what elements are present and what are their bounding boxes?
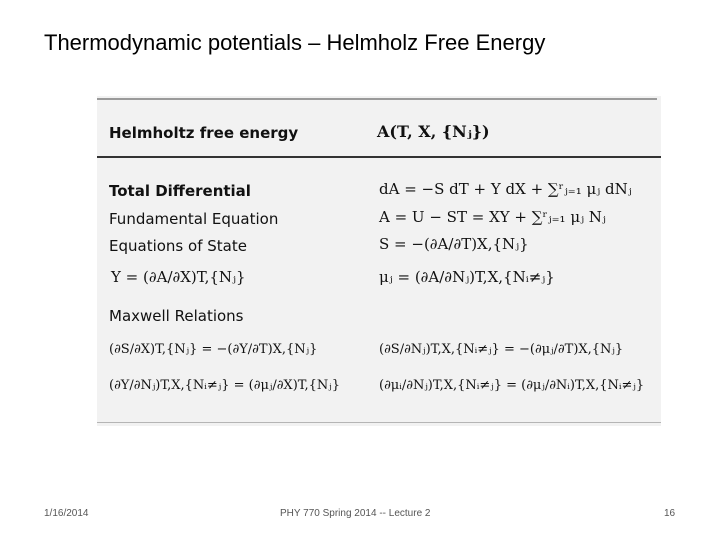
row-label-total-differential: Total Differential	[109, 182, 251, 200]
top-rule	[97, 98, 657, 100]
maxwell-relations-label: Maxwell Relations	[109, 307, 244, 325]
footer-date: 1/16/2014	[44, 508, 89, 519]
row-expr-equation-mu: μⱼ = (∂A/∂Nⱼ)T,X,{Nᵢ≠ⱼ}	[379, 268, 555, 286]
footer-course: PHY 770 Spring 2014 -- Lecture 2	[280, 508, 431, 519]
table-header-label: Helmholtz free energy	[109, 124, 299, 142]
row-label-equations-of-state: Equations of State	[109, 237, 247, 255]
row-expr-equations-of-state: S = −(∂A/∂T)X,{Nⱼ}	[379, 235, 529, 253]
maxwell-left-1: (∂S/∂X)T,{Nⱼ} = −(∂Y/∂T)X,{Nⱼ}	[109, 342, 318, 357]
row-label-equation-y: Y = (∂A/∂X)T,{Nⱼ}	[111, 268, 246, 286]
bottom-rule	[97, 422, 661, 423]
maxwell-right-1: (∂S/∂Nⱼ)T,X,{Nᵢ≠ⱼ} = −(∂μⱼ/∂T)X,{Nⱼ}	[379, 342, 624, 357]
row-label-fundamental-equation: Fundamental Equation	[109, 210, 279, 228]
row-expr-fundamental-equation: A = U − ST = XY + ∑ʳⱼ₌₁ μⱼ Nⱼ	[379, 208, 606, 226]
slide-title: Thermodynamic potentials – Helmholz Free Energy	[44, 30, 546, 55]
header-rule	[97, 156, 661, 158]
row-expr-total-differential: dA = −S dT + Y dX + ∑ʳⱼ₌₁ μⱼ dNⱼ	[379, 180, 632, 198]
footer-page-number: 16	[664, 508, 676, 519]
maxwell-right-2: (∂μᵢ/∂Nⱼ)T,X,{Nᵢ≠ⱼ} = (∂μⱼ/∂Nᵢ)T,X,{Nᵢ≠ⱼ}	[379, 378, 645, 393]
table-header-expr: A(T, X, {Nⱼ})	[377, 122, 490, 141]
equation-table-image	[97, 96, 661, 426]
maxwell-left-2: (∂Y/∂Nⱼ)T,X,{Nᵢ≠ⱼ} = (∂μⱼ/∂X)T,{Nⱼ}	[109, 378, 341, 393]
